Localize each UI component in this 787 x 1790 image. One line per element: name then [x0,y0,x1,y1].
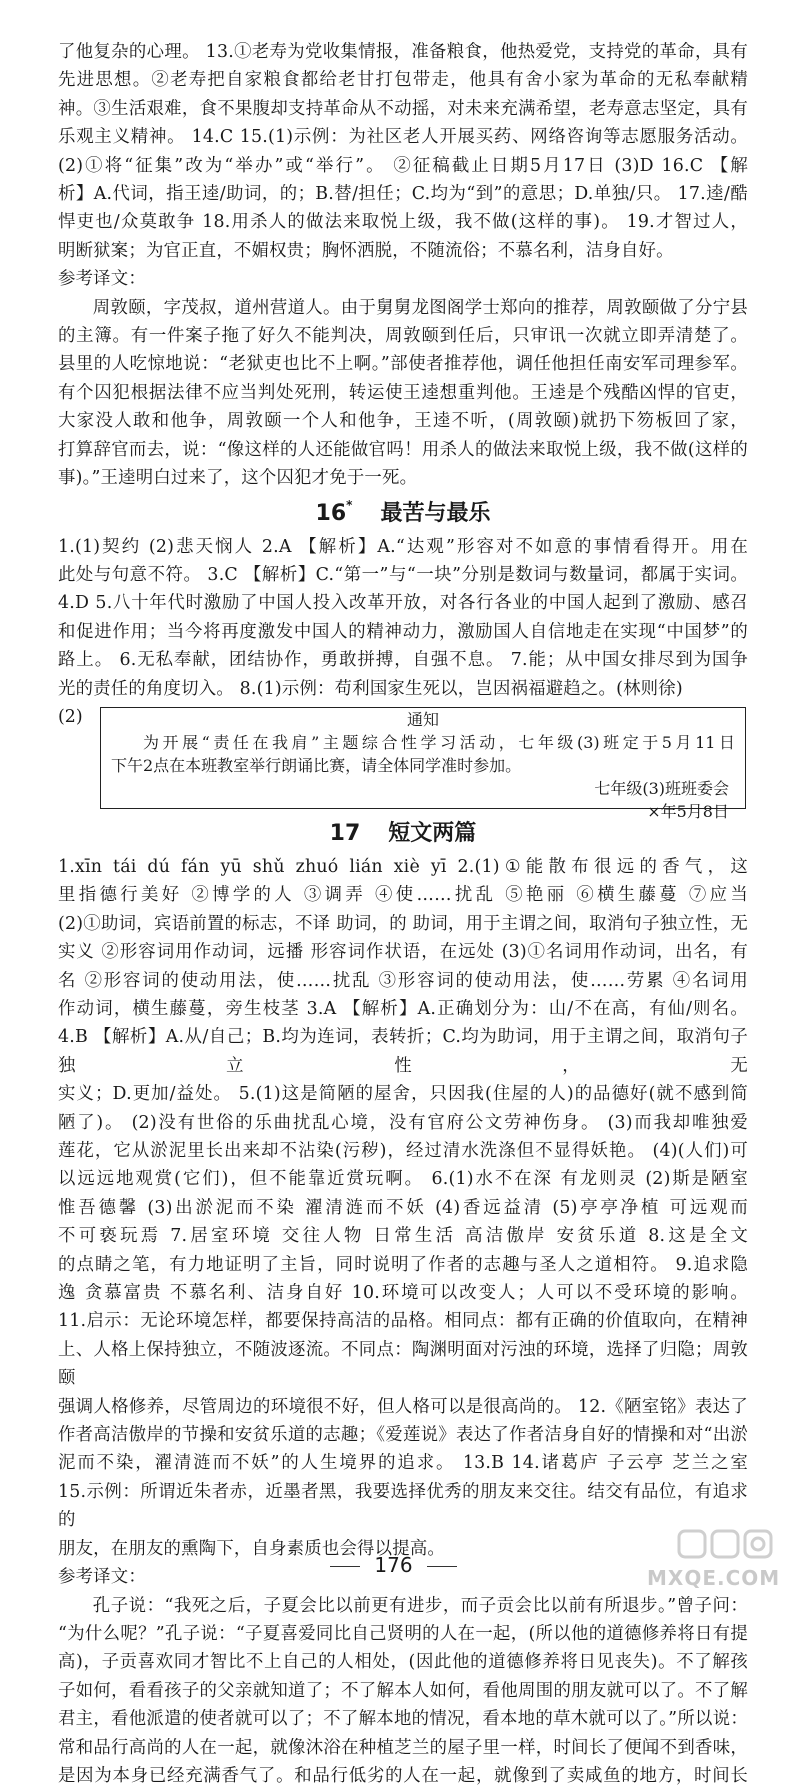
watermark-text: MXQE.COM [647,1566,781,1590]
reference-translation-label: 参考译文： [58,269,146,290]
text-line: 名 ②形容词的使动用法，使……扰乱 ③形容词的使动用法，使……劳累 ④名词用 [58,970,748,991]
text-line: 悍吏也/众莫敢争 18.用杀人的做法来取悦上级，我不做(这样的事)。 19.才智过人， [58,212,748,233]
text-line: 县里的人吃惊地说：“老狱吏也比不上啊。”部使者推荐他，调任他担任南安军司理参军。 [58,354,748,375]
text-line: (2)①助词，宾语前置的标志，不译 助词，的 助词，用于主谓之间，取消句子独立性，无 [58,913,748,934]
watermark-logo-icon [677,1528,773,1560]
lesson-number: 16* [315,497,353,526]
text-line: 朋友，在朋友的熏陶下，自身素质也会得以提高。 [58,1538,445,1559]
text-line: 孔子说：“我死之后，子夏会比以前更有进步，而子贡会比以前有所退步。”曾子问： [92,1595,748,1616]
text-line: 陋了)。 (2)没有世俗的乐曲扰乱心境，没有官府公文劳神伤身。 (3)而我却唯独爱 [58,1112,748,1133]
optional-mark: * [346,497,353,512]
site-watermark [647,1528,779,1594]
footer-dash-left [330,1566,360,1567]
page-number: 176 [374,1553,413,1577]
text-line: 上、人格上保持独立，不随波逐流。不同点：陶渊明面对污浊的环境，选择了归隐；周敦颐 [58,1339,748,1389]
text-line: 了他复杂的心理。 13.①老寿为党收集情报，准备粮食，他热爱党，支持党的革命，具有 [58,42,748,62]
text-line: 以远远地观赏(它们)，但不能靠近赏玩啊。 6.(1)水不在深 有龙则灵 (2)斯是陋室 [58,1169,748,1190]
answers-section-15-end [58,38,748,493]
notice-title: 通知 [406,709,439,729]
text-line: 泥而不染，濯清涟而不妖”的人生境界的追求。 13.B 14.诸葛庐 子云亭 芝兰之室 [58,1453,748,1474]
answers-section-17 [58,853,748,1790]
reference-translation-label: 参考译文： [58,1567,146,1588]
text-line: 强调人格修养，尽管周边的环境很不好，但人格可以是很高尚的。 12.《陋室铭》表达了 [58,1396,748,1417]
text-line: 作者高洁傲岸的节操和安贫乐道的志趣；《爱莲说》表达了作者洁身自好的情操和对“出淤 [58,1425,748,1446]
text-line: 15.示例：所谓近朱者赤，近墨者黑，我要选择优秀的朋友来交往。结交有品位，有追求的 [58,1481,748,1531]
text-line: 里指德行美好 ②博学的人 ③调弄 ④使……扰乱 ⑤艳丽 ⑥横生藤蔓 ⑦应当 [58,885,748,906]
text-line: 实义 ②形容词用作动词，远播 形容词作状语，在远处 (3)①名词用作动词，出名，有 [58,942,748,963]
text-line: 此处与句意不符。 3.C 【解析】C.“第一”与“一块”分别是数词与数量词，都属于实词。 [58,564,748,585]
text-line: 事)。”王逵明白过来了，这个囚犯才免于一死。 [58,468,418,489]
text-line: 逸 贪慕富贵 不慕名利、洁身自好 10.环境可以改变人；人可以不受环境的影响。 [58,1283,748,1304]
text-line: 析】A.代词，指王逵/助词，的；B.替/担任；C.均为“到”的意思；D.单独/只。 17.逵/酷 [58,184,748,205]
text-line: 1.xīn tái dú fán yū shǔ zhuó lián xiè yī 2.(1)①能散布很远的香气，这 [58,856,748,877]
text-line: 不可亵玩焉 7.居室环境 交往人物 日常生活 高洁傲岸 安贫乐道 8.这是全文 [58,1226,748,1247]
lesson-title: 短文两篇 [388,820,477,846]
text-line: 打算辞官而去，说：“像这样的人还能做官吗！用杀人的做法来取悦上级，我不做(这样的 [58,439,748,460]
text-line: 光的责任的角度切入。 8.(1)示例：苟利国家生死以，岂因祸福避趋之。(林则徐) [58,678,683,699]
notice-answer [58,705,748,821]
text-line: 4.B 【解析】A.从/自己；B.均为连词，表转折；C.均为助词，用于主谓之间，取消句子独立性，无 [58,1027,748,1076]
notice-body-line: 下午2点在本班教室举行朗诵比赛，请全体同学准时参加。 [111,755,522,775]
text-line: 作动词，横生藤蔓，旁生枝茎 3.A 【解析】A.正确划分为：山/不在高，有仙/则名。 [58,998,748,1019]
answers-section-16 [58,533,748,703]
text-line: 和促进作用；当今将再度激发中国人的精神动力，激励国人自信地走在实现“中国梦”的 [58,621,748,642]
lesson-number: 17 [329,820,361,846]
text-line: 实义；D.更加/益处。 5.(1)这是简陋的屋舍，只因我(住屋的人)的品德好(就不感到简 [58,1084,748,1105]
text-line: 莲花，它从淤泥里长出来却不沾染(污秽)，经过清水洗涤但不显得妖艳。 (4)(人们)可 [58,1141,748,1161]
answer-page [58,38,748,1790]
notice-box [100,707,746,821]
text-line: (2)①将“征集”改为“举办”或“举行”。 ②征稿截止日期5月17日 (3)D 16.C 【解 [58,155,748,176]
text-line: 常和品行高尚的人在一起，就像沐浴在种植芝兰的屋子里一样，时间长了便闻不到香味， [58,1737,748,1758]
text-line: 高)，子贡喜欢同才智比不上自己的人相处，(因此他的道德修养将日见丧失)。不了解孩 [58,1652,748,1673]
text-line: 的点睛之笔，有力地证明了主旨，同时说明了作者的志趣与圣人之道相符。 9.追求隐 [58,1254,748,1275]
text-line: 周敦颐，字茂叔，道州营道人。由于舅舅龙图阁学士郑向的推荐，周敦颐做了分宁县 [92,297,748,318]
text-line: 子如何，看看孩子的父亲就知道了；不了解本人如何，看他周围的朋友就可以了。不了解 [58,1680,748,1701]
notice-body-line: 为开展“责任在我肩”主题综合性学习活动，七年级(3)班定于5月11日 [143,732,735,752]
lesson-title: 最苦与最乐 [380,500,491,526]
footer-dash-right [427,1566,457,1567]
text-line: 4.D 5.八十年代时激励了中国人投入改革开放，对各行各业的中国人起到了激励、感召 [58,593,748,614]
notice-date: ×年5月8日 [647,801,729,821]
text-line: 大家没人敢和他争，周敦颐一个人和他争，王逵不听，(周敦颐)就扔下笏板回了家， [58,411,748,432]
text-line: 路上。 6.无私奉献，团结协作，勇敢拼搏，自强不息。 7.能；从中国女排尽到为国争 [58,650,748,671]
text-line: 先进思想。②老寿把自家粮食都给老甘打包带走，他具有舍小家为革命的无私奉献精 [58,70,748,91]
text-line: 是因为本身已经充满香气了。和品行低劣的人在一起，就像到了卖咸鱼的地方，时间长 [58,1765,748,1786]
text-line: 的主簿。有一件案子拖了好久不能判决，周敦颐到任后，只审讯一次就立即弄清楚了。 [58,326,748,347]
text-line: 惟吾德馨 (3)出淤泥而不染 濯清涟而不妖 (4)香远益清 (5)亭亭净植 可远观而 [58,1197,748,1218]
lesson-16-heading [58,495,748,533]
text-line: 明断狱案；为官正直，不媚权贵；胸怀洒脱，不随流俗；不慕名利，洁身自好。 [58,240,674,261]
notice-signer: 七年级(3)班班委会 [594,778,729,798]
text-line: 1.(1)契约 (2)悲天悯人 2.A 【解析】A.“达观”形容对不如意的事情看得开。用在 [58,536,748,557]
text-line: 神。③生活艰难，食不果腹却支持革命从不动摇，对未来充满希望，老寿意志坚定，具有 [58,98,748,119]
text-line: 有个囚犯根据法律不应当判处死刑，转运使王逵想重判他。王逵是个残酷凶悍的官吏， [58,382,748,403]
text-line: “为什么呢？”孔子说：“子夏喜爱同比自己贤明的人在一起，(所以他的道德修养将日有提 [58,1623,748,1644]
text-line: 11.启示：无论环境怎样，都要保持高洁的品格。相同点：都有正确的价值取向，在精神 [58,1311,748,1332]
notice-question-marker: (2) [58,706,83,727]
text-line: 君主，看他派遣的使者就可以了；不了解本地的情况，看本地的草木就可以了。”所以说： [58,1709,748,1730]
text-line: 乐观主义精神。 14.C 15.(1)示例：为社区老人开展买药、网络咨询等志愿服务活动。 [58,127,748,148]
